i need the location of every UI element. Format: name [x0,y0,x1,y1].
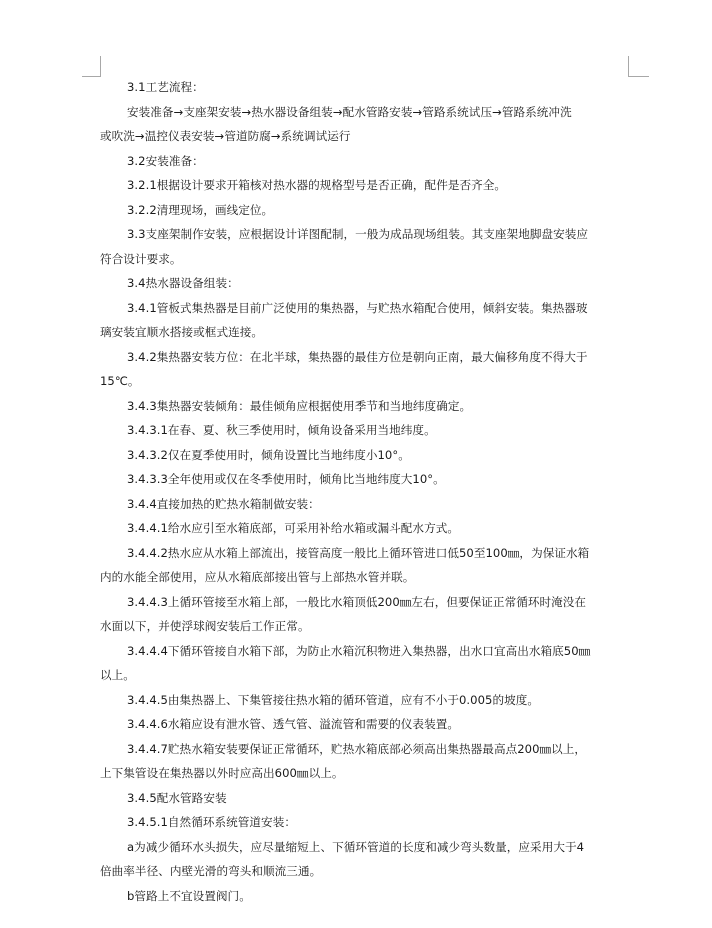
text-line: 3.4.3集热器安装倾角：最佳倾角应根据使用季节和当地纬度确定。 [127,398,472,413]
text-line: 3.2.2清理现场，画线定位。 [127,202,274,217]
text-line: 安装准备→支座架安装→热水器设备组装→配水管路安装→管路系统试压→管路系统冲洗 [127,104,572,119]
crop-mark-top-left [82,56,101,77]
text-line: 3.3支座架制作安装，应根据设计详图配制，一般为成品现场组装。其支座架地脚盘安装应 [127,227,589,241]
text-line: 以上。 [100,668,135,682]
crop-mark-top-right [628,56,649,77]
text-line: 3.4.4.5由集热器上、下集管接往热水箱的循环管道，应有不小于0.005的坡度。 [127,692,540,707]
text-line: 上下集管设在集热器以外时应高出600㎜以上。 [100,766,344,780]
text-line: 3.4.4.1给水应引至水箱底部，可采用补给水箱或漏斗配水方式。 [127,521,460,535]
text-line: 3.2.1根据设计要求开箱核对热水器的规格型号是否正确，配件是否齐全。 [127,178,507,192]
text-line: 3.2安装准备： [127,153,204,168]
text-line: 3.4.4.2热水应从水箱上部流出，接管高度一般比上循环管进口低50至100㎜，为保证水箱 [127,545,590,560]
text-line: a为减少循环水头损失，应尽量缩短上、下循环管道的长度和减少弯头数量，应采用大于4 [127,839,585,854]
text-line: 3.4.1管板式集热器是目前广泛使用的集热器，与贮热水箱配合使用，倾斜安装。集热器玻 [127,300,588,315]
text-line: 3.4.4.3上循环管接至水箱上部，一般比水箱顶低200㎜左右，但要保证正常循环时淹没在 [127,594,587,609]
text-line: b管路上不宜设置阀门。 [127,888,251,903]
text-line: 内的水能全部使用，应从水箱底部接出管与上部热水管并联。 [100,570,415,584]
text-line: 3.4.5配水管路安装 [127,790,227,805]
document-body [100,75,630,908]
text-line: 3.4热水器设备组装： [127,276,239,290]
text-line: 3.4.3.1在春、夏、秋三季使用时，倾角设备采用当地纬度。 [127,423,436,437]
text-line: 符合设计要求。 [100,251,182,266]
text-line: 倍曲率半径、内壁光滑的弯头和顺流三通。 [100,864,322,878]
text-line: 3.4.4.4下循环管接自水箱下部，为防止水箱沉积物进入集热器，出水口宜高出水箱底50㎜ [127,643,591,658]
text-line: 15℃。 [100,374,140,388]
text-line: 水面以下，并使浮球阀安装后工作正常。 [100,619,310,633]
text-line: 3.4.4.7贮热水箱安装要保证正常循环，贮热水箱底部必须高出集热器最高点200㎜以上， [127,741,587,756]
text-line: 3.4.4直接加热的贮热水箱制做安装： [127,496,320,511]
text-line: 3.4.2集热器安装方位：在北半球，集热器的最佳方位是朝向正南，最大偏移角度不得大于 [127,349,588,364]
text-line: 或吹洗→温控仪表安装→管道防腐→系统调试运行 [100,129,351,143]
text-line: 3.4.5.1自然循环系统管道安装： [127,815,296,829]
text-line: 3.1工艺流程： [127,80,204,94]
text-line: 3.4.3.2仅在夏季使用时，倾角设置比当地纬度小10°。 [127,447,410,462]
text-line: 璃安装宜顺水搭接或框式连接。 [100,325,264,339]
text-line: 3.4.4.6水箱应设有泄水管、透气管、溢流管和需要的仪表装置。 [127,717,460,731]
text-line: 3.4.3.3全年使用或仅在冬季使用时，倾角比当地纬度大10°。 [127,472,445,486]
